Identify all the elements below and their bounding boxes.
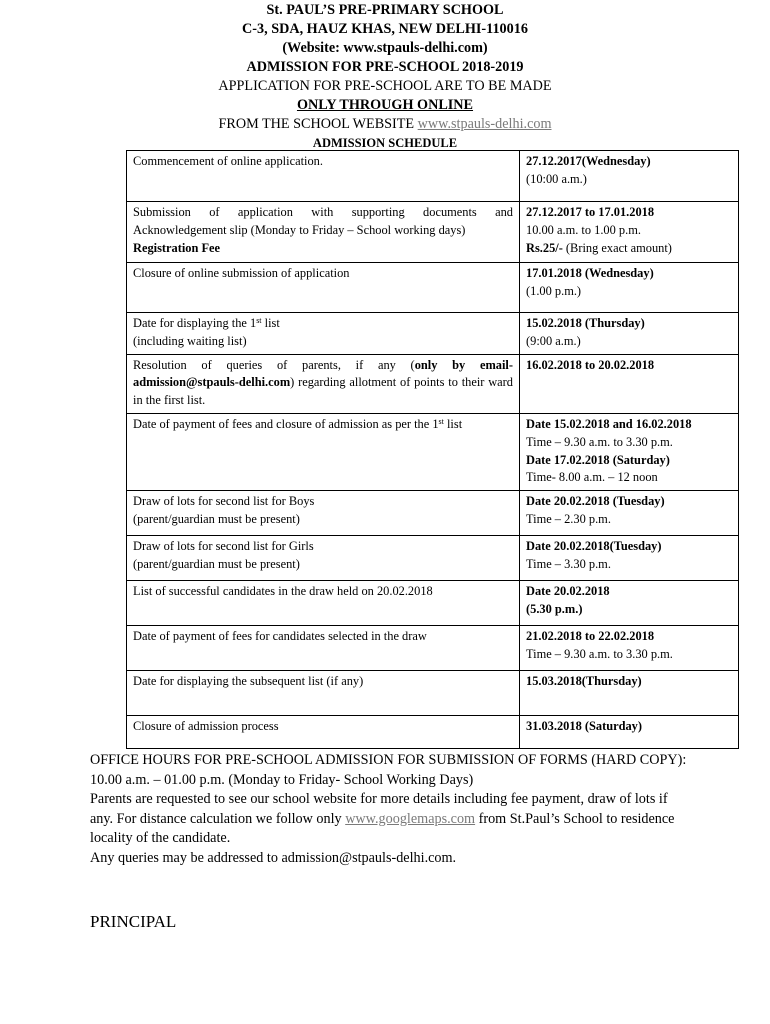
schedule-date: 16.02.2018 to 20.02.2018	[520, 354, 739, 413]
schedule-event: Closure of admission process	[127, 716, 520, 749]
table-row	[127, 491, 739, 536]
schedule-date: 31.03.2018 (Saturday)	[520, 716, 739, 749]
footer-notes	[90, 751, 690, 869]
principal-signature: PRINCIPAL	[90, 912, 177, 931]
schedule-event: Draw of lots for second list for Boys (parent/guardian must be present)	[127, 491, 520, 536]
schedule-date: Date 15.02.2018 and 16.02.2018 Time – 9.30 a.m. to 3.30 p.m. Date 17.02.2018 (Saturday) Time- 8.00 a.m. – 12 noon	[520, 413, 739, 490]
office-hours-text: OFFICE HOURS FOR PRE-SCHOOL ADMISSION FOR SUBMISSION OF FORMS (HARD COPY): 10.00 a.m. – 01.00 p.m. (Monday to Friday- School Working Days)	[90, 752, 687, 788]
application-line: APPLICATION FOR PRE-SCHOOL ARE TO BE MADE	[218, 78, 552, 94]
parents-notice: Parents are requested to see our school website for more details including fee payment, draw of lots if any. For distance calculation we follow only www.googlemaps.com from St.Paul’s School to residence locality of the candidate.	[90, 791, 675, 847]
table-row	[127, 536, 739, 581]
table-row	[127, 581, 739, 626]
schedule-date: 27.12.2017 to 17.01.2018 10.00 a.m. to 1.00 p.m. Rs.25/- (Bring exact amount)	[520, 202, 739, 263]
from-website-line	[0, 115, 770, 133]
school-address: C-3, SDA, HAUZ KHAS, NEW DELHI-110016	[242, 21, 528, 37]
schedule-event: Date of payment of fees for candidates selected in the draw	[127, 626, 520, 671]
queries-text: Any queries may be addressed to admission@stpauls-delhi.com.	[90, 849, 457, 866]
table-row	[127, 313, 739, 355]
website-line: (Website: www.stpauls-delhi.com)	[282, 40, 488, 56]
online-line: ONLY THROUGH ONLINE	[296, 97, 474, 113]
schedule-event: List of successful candidates in the draw held on 20.02.2018	[127, 581, 520, 626]
table-row	[127, 354, 739, 413]
schedule-title: ADMISSION SCHEDULE	[312, 136, 458, 150]
schedule-event: Date for displaying the 1st list (including waiting list)	[127, 313, 520, 355]
googlemaps-link[interactable]: www.googlemaps.com	[345, 810, 476, 827]
schedule-date: 15.02.2018 (Thursday) (9:00 a.m.)	[520, 313, 739, 355]
schedule-date: 21.02.2018 to 22.02.2018 Time – 9.30 a.m. to 3.30 p.m.	[520, 626, 739, 671]
schedule-event: Submission of application with supporting documents and Acknowledgement slip (Monday to Friday – School working days) Registration Fee	[127, 202, 520, 263]
schedule-event: Date for displaying the subsequent list (if any)	[127, 671, 520, 716]
table-row	[127, 413, 739, 490]
schedule-date: Date 20.02.2018 (Tuesday) Time – 2.30 p.m.	[520, 491, 739, 536]
schedule-date: Date 20.02.2018(Tuesday) Time – 3.30 p.m.	[520, 536, 739, 581]
table-row	[127, 151, 739, 202]
schedule-event: Resolution of queries of parents, if any (only by email-admission@stpauls-delhi.com) regarding allotment of points to their ward in the first list.	[127, 354, 520, 413]
schedule-date: 17.01.2018 (Wednesday) (1.00 p.m.)	[520, 263, 739, 313]
schedule-date: 15.03.2018(Thursday)	[520, 671, 739, 716]
schedule-date: Date 20.02.2018 (5.30 p.m.)	[520, 581, 739, 626]
school-name: St. PAUL’S PRE-PRIMARY SCHOOL	[266, 2, 504, 18]
table-row	[127, 263, 739, 313]
schedule-event: Commencement of online application.	[127, 151, 520, 202]
schedule-event: Draw of lots for second list for Girls (parent/guardian must be present)	[127, 536, 520, 581]
from-website-text: FROM THE SCHOOL WEBSITE	[218, 116, 415, 132]
admission-title: ADMISSION FOR PRE-SCHOOL 2018-2019	[246, 59, 524, 75]
table-row	[127, 626, 739, 671]
schedule-date: 27.12.2017(Wednesday) (10:00 a.m.)	[520, 151, 739, 202]
table-row	[127, 671, 739, 716]
table-row	[127, 202, 739, 263]
schedule-event: Closure of online submission of application	[127, 263, 520, 313]
schedule-event: Date of payment of fees and closure of admission as per the 1st list	[127, 413, 520, 490]
admission-schedule-table	[126, 150, 739, 749]
school-website-link[interactable]: www.stpauls-delhi.com	[417, 116, 552, 132]
table-row	[127, 716, 739, 749]
